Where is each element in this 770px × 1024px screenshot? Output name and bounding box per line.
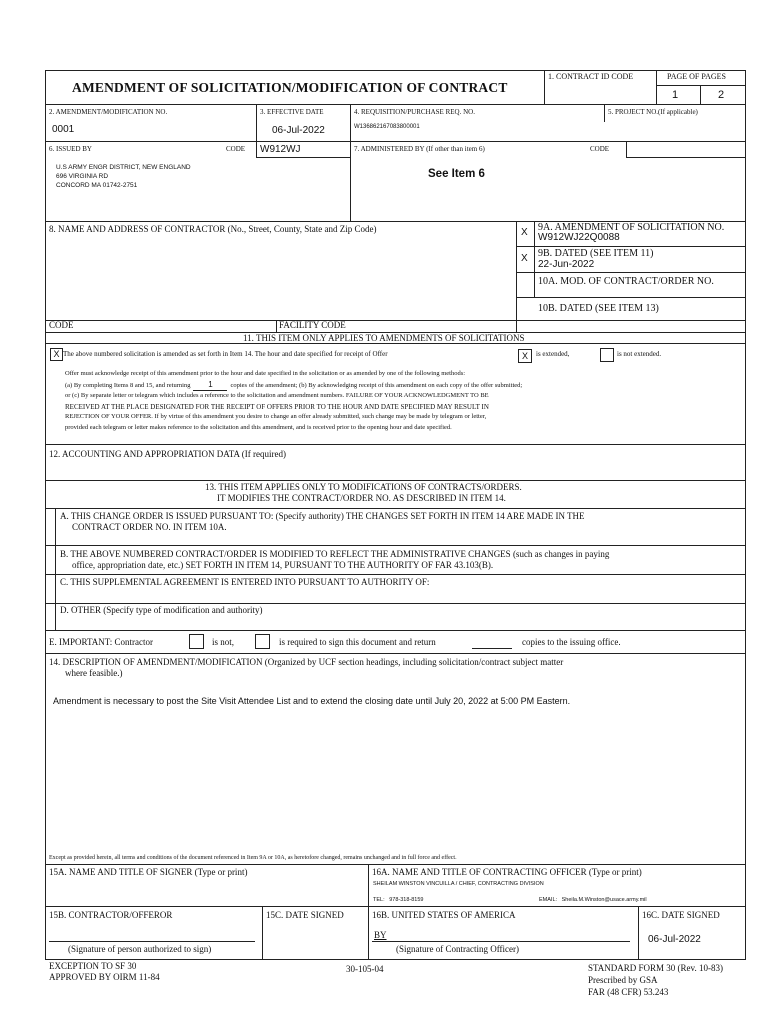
- copies-label: copies to the issuing office.: [522, 637, 621, 647]
- issuer-line: CONCORD MA 01742-2751: [56, 182, 138, 189]
- instruction-line: REJECTION OF YOUR OFFER. If by virtue of this amendment you desire to change an offer already submitted, such change may be made by telegram or letter,: [65, 413, 487, 420]
- item-15a-label: 15A. NAME AND TITLE OF SIGNER (Type or print): [49, 867, 248, 877]
- footer-right: [588, 962, 723, 998]
- item-9a-value: W912WJ22Q0088: [538, 232, 620, 243]
- is-required-checkbox[interactable]: [255, 634, 270, 649]
- issued-by-label: 6. ISSUED BY: [49, 145, 92, 153]
- instruction-line: or (c) By separate letter or telegram which includes a reference to the solicitation and amendment numbers. FAILURE OF YOUR ACKNOWLEDGMENT TO BE: [65, 392, 489, 399]
- item-10b-label: 10B. DATED (SEE ITEM 13): [538, 303, 659, 314]
- item-13a: [60, 511, 585, 533]
- footer-center: 30-105-04: [346, 964, 384, 974]
- footer-left-line: APPROVED BY OIRM 11-84: [49, 972, 160, 982]
- instruction-text: (a) By completing Items 8 and 15, and returning: [65, 381, 191, 389]
- tel-value: 978-318-8159: [389, 897, 424, 903]
- amendment-no-value: 0001: [52, 124, 75, 135]
- officer-tel: [373, 897, 423, 903]
- item-12-label: 12. ACCOUNTING AND APPROPRIATION DATA (If required): [49, 449, 287, 459]
- item-13b-line: B. THE ABOVE NUMBERED CONTRACT/ORDER IS MODIFIED TO REFLECT THE ADMINISTRATIVE CHANGES (such as changes in paying: [60, 549, 610, 559]
- item-11-title: 11. THIS ITEM ONLY APPLIES TO AMENDMENTS OF SOLICITATIONS: [243, 333, 525, 343]
- by-label: BY: [374, 930, 387, 940]
- contractor-signature-line[interactable]: [49, 941, 255, 942]
- item-14-label-line: 14. DESCRIPTION OF AMENDMENT/MODIFICATION (Organized by UCF section headings, including solicitation/contract subject matter: [49, 657, 564, 667]
- issued-code-label: CODE: [226, 145, 246, 153]
- instruction-line: RECEIVED AT THE PLACE DESIGNATED FOR THE RECEIPT OF OFFERS PRIOR TO THE HOUR AND DATE SPECIFIED MAY RESULT IN: [65, 402, 489, 411]
- item-13d: D. OTHER (Specify type of modification and authority): [60, 605, 263, 615]
- not-extended-label: is not extended.: [617, 350, 662, 358]
- officer-signature-line: [372, 941, 630, 942]
- contractor-code-label: CODE: [49, 320, 74, 330]
- item-15b-label: 15B. CONTRACTOR/OFFEROR: [49, 910, 173, 920]
- item-13a-line: A. THIS CHANGE ORDER IS ISSUED PURSUANT TO: (Specify authority) THE CHANGES SET FORTH IN ITEM 14 ARE MADE IN THE: [60, 511, 585, 521]
- item-13-title-line2: IT MODIFIES THE CONTRACT/ORDER NO. AS DESCRIBED IN ITEM 14.: [217, 493, 506, 503]
- tel-label: TEL:: [373, 897, 385, 903]
- item-14-label-line: where feasible.): [65, 668, 123, 678]
- item-9a-label: 9A. AMENDMENT OF SOLICITATION NO.: [538, 222, 725, 233]
- is-not-label: is not,: [212, 637, 235, 647]
- footer-right-line: Prescribed by GSA: [588, 975, 658, 985]
- item-13c: C. THIS SUPPLEMENTAL AGREEMENT IS ENTERED INTO PURSUANT TO AUTHORITY OF:: [60, 577, 430, 587]
- officer-email: [539, 897, 647, 903]
- page-number: 1: [672, 89, 679, 101]
- footer-left-line: EXCEPTION TO SF 30: [49, 961, 137, 971]
- item-9b-check[interactable]: X: [521, 253, 528, 264]
- item-9a-check[interactable]: X: [521, 227, 528, 238]
- contractor-signature-caption: (Signature of person authorized to sign): [68, 944, 212, 954]
- contract-id-label: 1. CONTRACT ID CODE: [548, 72, 634, 81]
- officer-date-signed: 06-Jul-2022: [648, 934, 701, 945]
- item-11-instructions: [65, 369, 522, 433]
- item-9b-label: 9B. DATED (SEE ITEM 11): [538, 248, 654, 259]
- item-11-amended-checkbox[interactable]: X: [50, 348, 63, 361]
- administered-by-label: 7. ADMINISTERED BY (If other than item 6): [354, 145, 485, 153]
- email-label: EMAIL:: [539, 897, 558, 903]
- officer-signature-caption: (Signature of Contracting Officer): [396, 944, 520, 954]
- project-no-label: 5. PROJECT NO.(If applicable): [608, 108, 698, 116]
- instruction-line: [65, 380, 522, 392]
- item-9b-value: 22-Jun-2022: [538, 259, 595, 270]
- item-14-label: [49, 657, 563, 679]
- administered-code-label: CODE: [590, 145, 610, 153]
- copies-blank[interactable]: [472, 648, 512, 649]
- requisition-value: W136862167083800001: [354, 124, 420, 130]
- item-14-footnote: Except as provided herein, all terms and conditions of the document referenced in Item 9A or 10A, as heretofore changed, remains unchanged and in full force and effect.: [49, 855, 457, 861]
- issuer-line: 696 VIRGINIA RD: [56, 173, 109, 180]
- is-required-label: is required to sign this document and return: [279, 637, 436, 647]
- item-13-title-line1: 13. THIS ITEM APPLIES ONLY TO MODIFICATIONS OF CONTRACTS/ORDERS.: [205, 482, 522, 492]
- see-item-6: See Item 6: [428, 168, 485, 180]
- facility-code-label: FACILITY CODE: [279, 320, 346, 330]
- item-16b-label: 16B. UNITED STATES OF AMERICA: [372, 910, 516, 920]
- page-of-pages-label: PAGE OF PAGES: [667, 72, 726, 81]
- issuer-address: [56, 163, 191, 190]
- page-total: 2: [718, 89, 725, 101]
- officer-name: SHEILAM WINSTON VINCUILLA / CHIEF, CONTRACTING DIVISION: [373, 881, 544, 887]
- item-16c-label: 16C. DATE SIGNED: [642, 910, 720, 920]
- item-10a-label: 10A. MOD. OF CONTRACT/ORDER NO.: [538, 276, 714, 287]
- item-11-line1: The above numbered solicitation is amended as set forth in Item 14. The hour and date specified for receipt of Offer: [63, 350, 388, 358]
- item-16a-label: 16A. NAME AND TITLE OF CONTRACTING OFFICER (Type or print): [372, 867, 642, 877]
- issuer-line: U.S ARMY ENGR DISTRICT, NEW ENGLAND: [56, 164, 191, 171]
- instruction-text: copies of the amendment; (b) By acknowledging receipt of this amendment on each copy of the offer submitted;: [230, 381, 523, 389]
- important-label: E. IMPORTANT: Contractor: [49, 637, 154, 647]
- effective-date-label: 3. EFFECTIVE DATE: [260, 108, 324, 116]
- issued-code-value: W912WJ: [260, 144, 301, 155]
- item-13a-line: CONTRACT ORDER NO. IN ITEM 10A.: [72, 522, 227, 532]
- copies-count[interactable]: 1: [193, 380, 227, 392]
- extended-label: is extended,: [536, 350, 570, 358]
- requisition-label: 4. REQUISITION/PURCHASE REQ. NO.: [354, 108, 475, 116]
- is-not-checkbox[interactable]: [189, 634, 204, 649]
- item-14-description: Amendment is necessary to post the Site Visit Attendee List and to extend the closing date until July 20, 2022 at 5:00 PM Eastern.: [53, 696, 571, 706]
- effective-date-value: 06-Jul-2022: [272, 125, 325, 136]
- footer-left: [49, 961, 160, 983]
- form-title: AMENDMENT OF SOLICITATION/MODIFICATION OF CONTRACT: [72, 80, 508, 95]
- item-13b-line: office, appropriation date, etc.) SET FORTH IN ITEM 14, PURSUANT TO THE AUTHORITY OF FAR 43.103(B).: [72, 560, 494, 570]
- footer-right-line: FAR (48 CFR) 53.243: [588, 987, 669, 997]
- footer-right-line: STANDARD FORM 30 (Rev. 10-83): [588, 963, 723, 973]
- contractor-label: 8. NAME AND ADDRESS OF CONTRACTOR (No., Street, County, State and Zip Code): [49, 224, 377, 234]
- amendment-no-label: 2. AMENDMENT/MODIFICATION NO.: [49, 108, 168, 116]
- not-extended-checkbox[interactable]: [600, 348, 614, 362]
- item-13b: [60, 549, 609, 571]
- instruction-line: provided each telegram or letter makes reference to the solicitation and this amendment, and is received prior to the opening hour and date specified.: [65, 423, 452, 431]
- instruction-line: Offer must acknowledge receipt of this amendment prior to the hour and date specified in the solicitation or as amended by one of the following methods:: [65, 370, 466, 377]
- item-15c-label: 15C. DATE SIGNED: [266, 910, 344, 920]
- email-value: Sheila.M.Winston@usace.army.mil: [561, 897, 647, 903]
- extended-checkbox[interactable]: X: [518, 349, 532, 363]
